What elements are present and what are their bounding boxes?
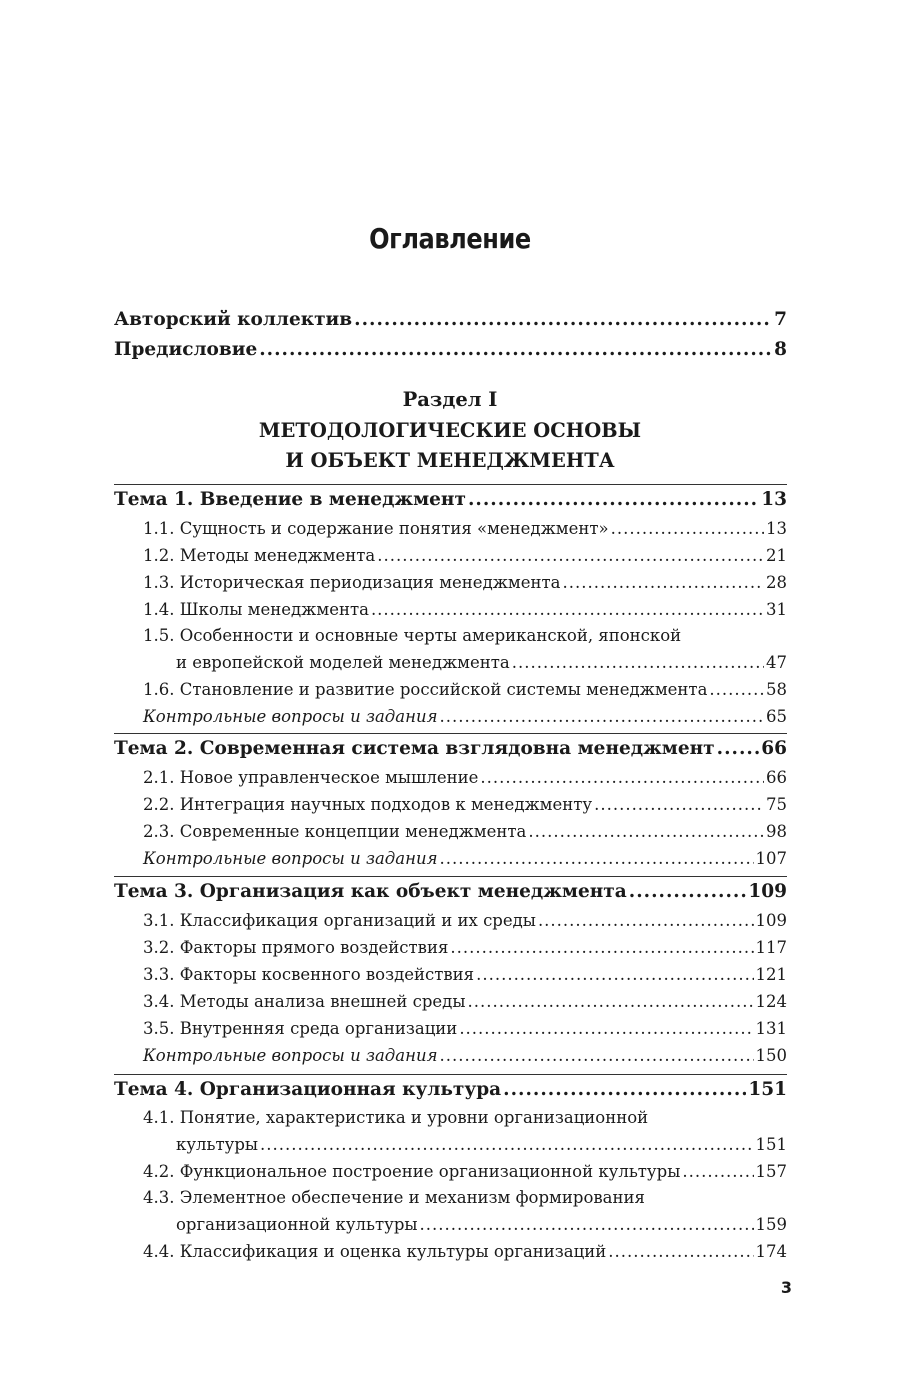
dot-leader xyxy=(594,791,764,818)
topic-page: 109 xyxy=(748,881,787,902)
toc-entry[interactable] xyxy=(114,305,787,335)
subentry-page: 117 xyxy=(755,938,787,957)
subentry-page: 21 xyxy=(766,546,787,565)
toc-entry-page: 7 xyxy=(774,309,787,330)
subentry-label: Контрольные вопросы и задания xyxy=(143,707,438,726)
subentry-page: 124 xyxy=(755,992,787,1011)
section-title-line2: И ОБЪЕКТ МЕНЕДЖМЕНТА xyxy=(285,449,615,472)
subentry-label: 2.1. Новое управленческое мышление xyxy=(143,768,479,787)
toc-entry-label: Авторский коллектив xyxy=(114,309,353,330)
dot-leader xyxy=(682,1158,753,1185)
subentry-page: 150 xyxy=(755,1046,787,1065)
toc-subentry[interactable] xyxy=(114,1042,787,1069)
topic-1 xyxy=(114,484,787,730)
toc-subentry[interactable] xyxy=(114,791,787,818)
toc-subentry[interactable] xyxy=(114,934,787,961)
toc-subentry[interactable] xyxy=(114,961,787,988)
topic-4 xyxy=(114,1074,787,1265)
page-number: 3 xyxy=(780,1278,792,1297)
dot-leader xyxy=(440,703,764,730)
subentry-label-continued: и европейской моделей менеджмента xyxy=(176,653,510,672)
subentry-page: 121 xyxy=(755,965,787,984)
subentry-page: 13 xyxy=(766,519,787,538)
subentry-label: Контрольные вопросы и задания xyxy=(143,849,438,868)
subentry-label: 3.5. Внутренняя среда организации xyxy=(143,1019,458,1038)
subentry-label: 3.4. Методы анализа внешней среды xyxy=(143,992,466,1011)
toc-subentry[interactable] xyxy=(114,596,787,623)
subentry-page: 131 xyxy=(755,1019,787,1038)
toc-subentry[interactable] xyxy=(114,845,787,872)
dot-leader xyxy=(538,907,754,934)
topic-page: 151 xyxy=(748,1079,787,1100)
subentry-page: 109 xyxy=(755,911,787,930)
subentry-label: 1.3. Историческая периодизация менеджмента xyxy=(143,573,561,592)
dot-leader xyxy=(717,734,760,764)
topic-page: 13 xyxy=(761,489,787,510)
toc-subentry[interactable] xyxy=(114,649,787,676)
subentry-page: 98 xyxy=(766,822,787,841)
dot-leader xyxy=(440,845,754,872)
toc-entry[interactable] xyxy=(114,335,787,365)
dot-leader xyxy=(450,934,753,961)
subentry-page: 47 xyxy=(766,653,787,672)
toc-subentry[interactable] xyxy=(114,569,787,596)
dot-leader xyxy=(377,542,764,569)
subentry-page: 58 xyxy=(766,680,787,699)
dot-leader xyxy=(459,1015,753,1042)
subentry-page: 157 xyxy=(755,1162,787,1181)
dot-leader xyxy=(480,764,764,791)
subentry-label: 3.2. Факторы прямого воздействия xyxy=(143,938,449,957)
subentry-label: 4.4. Классификация и оценка культуры организаций xyxy=(143,1242,607,1261)
dot-leader xyxy=(512,649,764,676)
toc-subentry[interactable] xyxy=(114,764,787,791)
subentry-page: 75 xyxy=(766,795,787,814)
topic-title: Тема 3. Организация как объект менеджмента xyxy=(114,881,627,902)
subentry-label: 1.1. Сущность и содержание понятия «менеджмент» xyxy=(143,519,609,538)
dot-leader xyxy=(629,877,747,907)
toc-entry-label: Предисловие xyxy=(114,339,258,360)
subentry-page: 151 xyxy=(755,1135,787,1154)
toc-subentry[interactable] xyxy=(114,1238,787,1265)
subentry-label: Контрольные вопросы и задания xyxy=(143,1046,438,1065)
topic-2 xyxy=(114,733,787,872)
subentry-page: 159 xyxy=(755,1215,787,1234)
topic-title: Тема 1. Введение в менеджмент xyxy=(114,489,466,510)
toc-subentry[interactable] xyxy=(114,818,787,845)
subentry-label: 1.4. Школы менеджмента xyxy=(143,600,369,619)
subentry-page: 107 xyxy=(755,849,787,868)
topic-title-row[interactable] xyxy=(114,1075,787,1105)
toc-subentry[interactable] xyxy=(114,515,787,542)
subentry-label: 2.3. Современные концепции менеджмента xyxy=(143,822,527,841)
subentry-label: 2.2. Интеграция научных подходов к менеджменту xyxy=(143,795,593,814)
toc-subentry[interactable] xyxy=(114,907,787,934)
subentry-label-continued: культуры xyxy=(176,1135,259,1154)
subentry-page: 65 xyxy=(766,707,787,726)
dot-leader xyxy=(420,1211,754,1238)
topic-page: 66 xyxy=(761,738,787,759)
dot-leader xyxy=(467,988,753,1015)
subentry-page: 28 xyxy=(766,573,787,592)
toc-subentry[interactable] xyxy=(114,1211,787,1238)
subentry-label: 1.6. Становление и развитие российской системы менеджмента xyxy=(143,680,708,699)
subentry-page: 174 xyxy=(755,1242,787,1261)
topic-title: Тема 2. Современная система взглядовна менеджмент xyxy=(114,738,715,759)
toc-subentry[interactable] xyxy=(114,1015,787,1042)
subentry-label-line1[interactable]: 4.1. Понятие, характеристика и уровни организационной xyxy=(143,1108,649,1127)
dot-leader xyxy=(371,596,764,623)
subentry-page: 31 xyxy=(766,600,787,619)
dot-leader xyxy=(476,961,753,988)
dot-leader xyxy=(611,515,764,542)
dot-leader xyxy=(440,1042,754,1069)
subentry-label-line1[interactable]: 4.3. Элементное обеспечение и механизм формирования xyxy=(143,1188,645,1207)
toc-subentry[interactable] xyxy=(114,988,787,1015)
dot-leader xyxy=(468,485,759,515)
subentry-page: 66 xyxy=(766,768,787,787)
subentry-label-continued: организационной культуры xyxy=(176,1215,418,1234)
front-matter xyxy=(114,305,787,365)
dot-leader xyxy=(260,1131,753,1158)
toc-subentry[interactable] xyxy=(114,1131,787,1158)
toc-entry-page: 8 xyxy=(774,339,787,360)
subentry-label: 4.2. Функциональное построение организационной культуры xyxy=(143,1162,681,1181)
dot-leader xyxy=(503,1075,746,1105)
topic-title-row[interactable] xyxy=(114,734,787,764)
toc-subentry[interactable] xyxy=(114,542,787,569)
subentry-label: 3.1. Классификация организаций и их среды xyxy=(143,911,536,930)
dot-leader xyxy=(709,676,764,703)
toc-subentry[interactable] xyxy=(114,703,787,730)
dot-leader xyxy=(528,818,764,845)
subentry-label-line1[interactable]: 1.5. Особенности и основные черты американской, японской xyxy=(143,626,682,645)
dot-leader xyxy=(259,335,772,365)
section-label: Раздел I xyxy=(402,388,498,411)
section-title-line1: МЕТОДОЛОГИЧЕСКИЕ ОСНОВЫ xyxy=(258,419,642,442)
page-title: Оглавление xyxy=(369,222,531,255)
dot-leader xyxy=(608,1238,753,1265)
topic-3 xyxy=(114,876,787,1069)
topic-title-row[interactable] xyxy=(114,877,787,907)
toc-subentry[interactable] xyxy=(114,676,787,703)
subentry-label: 3.3. Факторы косвенного воздействия xyxy=(143,965,475,984)
topic-title-row[interactable] xyxy=(114,485,787,515)
dot-leader xyxy=(354,305,772,335)
topic-title: Тема 4. Организационная культура xyxy=(114,1079,502,1100)
toc-subentry[interactable] xyxy=(114,1158,787,1185)
dot-leader xyxy=(562,569,764,596)
subentry-label: 1.2. Методы менеджмента xyxy=(143,546,376,565)
